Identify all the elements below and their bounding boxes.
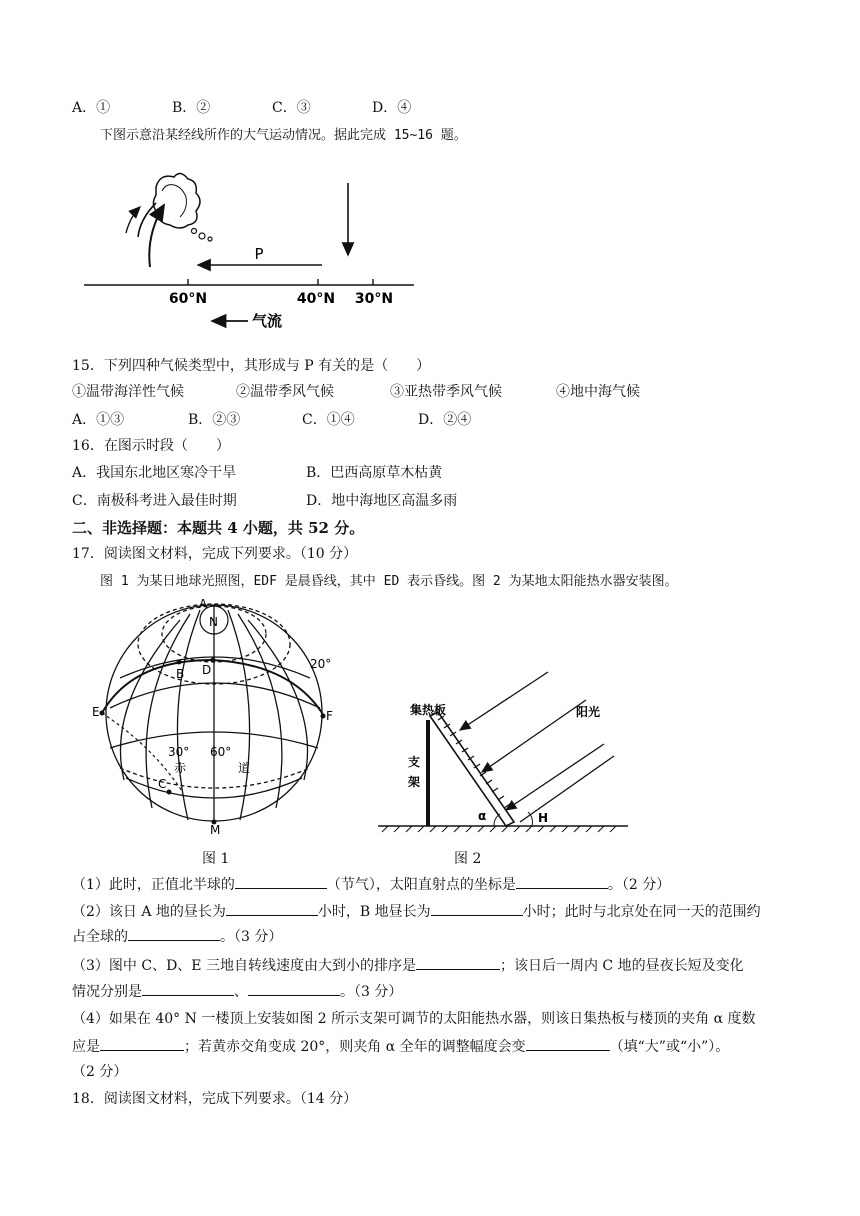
q15-item-2: ②温带季风气候 — [236, 384, 334, 400]
airflow-legend: 气流 — [252, 312, 283, 330]
alpha-label: α — [478, 809, 487, 823]
globe-deg-60: 60° — [210, 745, 232, 759]
q16-option-d: D．地中海地区高温多雨 — [306, 493, 458, 509]
globe-label-c: C — [158, 777, 167, 791]
lat-40-label: 40°N — [296, 291, 336, 307]
globe-deg-20: 20° — [310, 657, 332, 671]
lat-60-label: 60°N — [168, 291, 208, 307]
globe-label-b: B — [176, 667, 185, 681]
q14-option-c: C．③ — [272, 100, 311, 116]
figure2-caption: 图 2 — [454, 851, 482, 867]
q16-option-b: B．巴西高原草木枯黄 — [306, 465, 443, 481]
globe-label-m: M — [210, 823, 221, 836]
q17-part4-score: （2 分） — [72, 1064, 128, 1080]
p-label: P — [254, 245, 264, 263]
q15-item-1: ①温带海洋性气候 — [72, 384, 184, 400]
figure1-caption: 图 1 — [202, 851, 230, 867]
circulation-diagram — [76, 165, 416, 340]
globe-equator-chi: 赤 — [174, 761, 187, 775]
section2-title: 二、非选择题：本题共 4 小题，共 52 分。 — [72, 519, 365, 537]
globe-label-a: A — [199, 597, 208, 611]
q14-option-a: A．① — [72, 100, 111, 116]
intro-15-16: 下图示意沿某经线所作的大气运动情况。据此完成 15~16 题。 — [100, 128, 467, 143]
globe-label-n: N — [209, 615, 218, 629]
q16-option-c: C．南极科考进入最佳时期 — [72, 493, 237, 509]
q16-stem: 16．在图示时段（ ） — [72, 438, 230, 454]
q15-item-3: ③亚热带季风气候 — [390, 384, 502, 400]
globe-equator-dao: 道 — [238, 761, 251, 775]
globe-diagram — [92, 596, 342, 836]
q17-part2-cont: 占全球的 。（3 分） — [72, 926, 282, 947]
sunlight-label: 阳光 — [576, 705, 601, 719]
stand-label-2: 架 — [408, 775, 421, 789]
h-label: H — [538, 811, 549, 825]
q17-part2: （2）该日 A 地的昼长为 小时，B 地昼长为 小时；此时与北京处在同一天的范围约 — [72, 901, 761, 922]
q15-item-4: ④地中海气候 — [556, 384, 640, 400]
q17-part3: （3）图中 C、D、E 三地自转线速度由大到小的排序是 ；该日后一周内 C 地的昼夜长短及变化 — [72, 955, 744, 976]
q16-option-a: A．我国东北地区寒冷干旱 — [72, 465, 237, 481]
globe-label-d: D — [202, 663, 212, 677]
q15-option-b: B．②③ — [188, 412, 241, 428]
globe-label-f: F — [326, 709, 333, 723]
panel-label: 集热板 — [410, 703, 447, 717]
globe-label-e: E — [92, 705, 100, 719]
q15-option-c: C．①④ — [302, 412, 355, 428]
globe-deg-30: 30° — [168, 745, 190, 759]
solar-heater-diagram — [372, 664, 632, 834]
q17-stem: 17．阅读图文材料，完成下列要求。（10 分） — [72, 546, 358, 562]
q15-option-d: D．②④ — [418, 412, 472, 428]
lat-30-label: 30°N — [354, 291, 394, 307]
q17-part3-cont: 情况分别是 、 。（3 分） — [72, 981, 402, 1002]
q14-option-b: B．② — [172, 100, 211, 116]
q15-option-a: A．①③ — [72, 412, 125, 428]
q17-part1: （1）此时，正值北半球的 （节气），太阳直射点的坐标是 。（2 分） — [72, 874, 670, 895]
q17-part4: （4）如果在 40° N 一楼顶上安装如图 2 所示支架可调节的太阳能热水器，则该日集热板与楼顶的夹角 α 度数 — [72, 1011, 756, 1027]
cloud-icon — [153, 173, 200, 228]
q17-material: 图 1 为某日地球光照图，EDF 是晨昏线，其中 ED 表示昏线。图 2 为某地太阳能热水器安装图。 — [100, 574, 678, 589]
q18-stem: 18．阅读图文材料，完成下列要求。（14 分） — [72, 1091, 358, 1107]
q15-stem: 15．下列四种气候类型中，其形成与 P 有关的是（ ） — [72, 358, 431, 374]
q17-part4-cont: 应是 ；若黄赤交角变成 20°，则夹角 α 全年的调整幅度会变 （填“大”或“小”）。 — [72, 1036, 729, 1057]
stand-label-1: 支 — [408, 755, 421, 769]
q14-option-d: D．④ — [372, 100, 412, 116]
